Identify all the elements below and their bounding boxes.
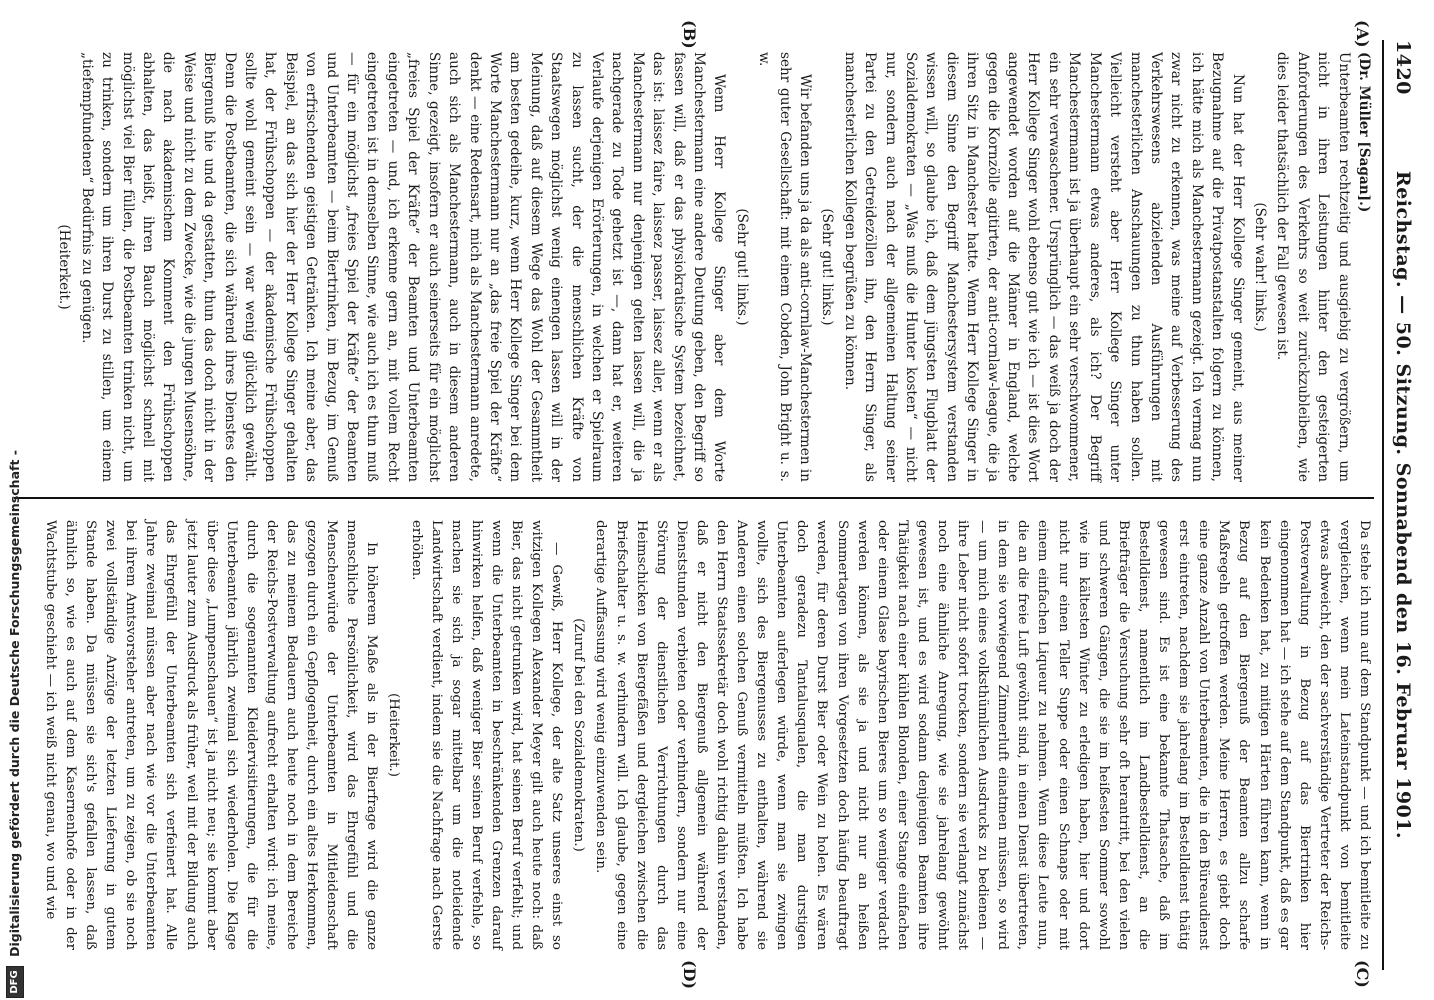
margin-marker-a: (A) <box>1353 20 1372 48</box>
credit-strip <box>4 0 24 1000</box>
paragraph: Da stehe ich nun auf dem Standpunkt — und ich bemitleite zu vergleichen, wenn mein Lateinstandpunkt von bemitleite etwas abweicht, den der sachverständige Vertreter der Reichs-Postverwaltung in Bezug auf das Biertrinken hier eingenommen hat — ich stehe auf dem Standpunkt, daß es gar kein Bedenken hat, zu mitigen Härten führen kann, wenn in Bezug auf den Biergenuß der Beamten allzu scharfe Maßregeln getroffen werden. Meine Herren, es giebt doch eine ganze Anzahl von Unterbeamten, die in den Büreaudienst erst eintreten, nachdem sie jahrelang im Bestelldienst thätig gewesen sind. Es ist eine bekannte Thatsache, daß im Bestelldienst, namentlich im Landbestelldienst, an die Briefträger die Versuchung sehr oft herantritt, bei den vielen und schweren Gängen, die sie im heißesten Sommer sowohl wie im kältesten Winter zu erledigen haben, hier und dort nicht nur einen Teller Suppe oder einen Schnaps oder mit einem einfachen Liqueur zu nehmen. Wenn diese Leute nun, die an die freie Luft gewöhnt sind, in einen Dienst übertreten, in dem sie vorwiegend Zimmerluft einatmen müssen, so wird — um mich eines volksthümlichen Ausdrucks zu bedienen — ihre Leber nicht sofort trocken, sondern sie verlangt zunächst noch eine ähnliche Anregung, wie sie jahrelang gewöhnt gewesen ist, und es wird sodann denjenigen Beamten ihre Thätigkeit nach einer kühlen Blonden, einer Stange einfachen oder einem Glase bayrischen Bieres um so weniger verdacht werden können, als sie ja und nicht nur an heißen Sommertagen von ihren Vorgesetzten doch häufig beauftragt werden, für deren Durst Bier oder Wein zu holen. Es wären doch geradezu Tantalusqualen, die man durstigen Unterbeamten auferlegen würde, wenn man sie zwingen wollte, sich des Biergenusses zu enthalten, während sie Anderen einen solchen Genuß vermitteln müßten. Ich habe den Herrn Staatssekretär doch wohl richtig dahin verstanden, daß er nicht den Biergenuß allgemein während der Dienststunden verbieten oder verhindern, sondern nur eine Störung der dienstlichen Verrichtungen durch das Heimschicken von Biergefäßen und dergleichen zwischen die Briefschalter u. s. w. verhindern will. Ich glaube, gegen eine derartige Auffassung wird wenig einzuwenden sein. <box>593 520 1372 950</box>
interjection: (Heiterkeit.) <box>386 693 402 777</box>
interjection: (Sehr gut! links.) <box>819 208 836 326</box>
margin-marker-d: (D) <box>680 960 699 990</box>
left-column <box>52 52 1374 482</box>
speaker-line: (Dr. Müller [Sagan].) <box>1356 52 1372 213</box>
header-rule <box>1382 40 1384 970</box>
margin-marker-b: (B) <box>680 20 699 49</box>
page-header <box>1384 40 1420 970</box>
interjection: (Heiterkeit.) <box>56 224 73 310</box>
paragraph: — Gewiß, Herr Kollege, der alte Satz unseres einst so witzigen Kollegen Alexander Meyer gilt auch heute noch: daß Bier, das nicht getrunken wird, hat seinen Beruf verfehlt; und wenn die Unterbeamten in beschränkenden Grenzen darauf hinwirken helfen, daß weniger Bier seinen Beruf verfehle, so machen sie sich ja sogar mittelbar um die notleidende Landwirtschaft verdient, indem sie die Nachfrage nach Gerste erhöhen. <box>408 520 565 950</box>
page-number: 1420 <box>1392 40 1414 95</box>
right-column <box>40 520 1374 950</box>
credit-rotated <box>4 8 22 998</box>
interjection: (Sehr wahr! links.) <box>1251 202 1268 332</box>
margin-marker-c: (C) <box>1353 960 1372 988</box>
paragraph: Wenn Herr Kollege Singer aber dem Worte Manchestermann eine andere Deutung geben, den Begriff so fassen will, daß er das physiokratische System bezeichnet, das ist: laissez faire, laissez passer, laissez aller, wenn er als Manchestermann nur denjenigen gelten lassen will, die ja nachgerade zu Tode gehetzt ist —, dann hat er, weiteren Verlaufe derjenigen Erörterungen, in welchen er Spielraum zu lassen sucht, der die menschlichen Kräfte von Staatswegen möglichst wenig einengen lassen will in der Meinung, daß auf diesem Wege das Wohl der Gesammtheit am besten gedeihe, kurz, wenn Herr Kollege Singer bei dem Worte Manchestermann nur an „das freie Spiel der Kräfte“ denkt — eine Redensart, mich als Manchestermann anredete, auch sich als Manchestermann, auch in diesem anderen Sinne, gezeigt, insofern er auch seinerseits für ein möglichst „freies Spiel der Kräfte“ der Beamten und Unterbeamten eingetreten — und, ich erkenne gern an, mit vollem Recht eingetreten ist in demselben Sinne, wie auch ich es thun muß — für ein möglichst „freies Spiel der Kräfte“ der Beamten und Unterbeamten — beim Biertrinken, im Bezug, im Genuß von erfrischenden geistigen Getränken. Ich meine aber, das Beispiel, an das sich hier der Herr Kollege Singer gehalten hat, der Frühschoppen — der akademische Frühschoppen sollte wohl gemeint sein — war wenig glücklich gewählt. Denn die Postbeamten, die sich während ihres Dienstes den Biergenuß hie und da gestatten, thun das doch nicht in der Weise und nicht zu dem Zwecke, wie die jungen Musensöhne, die nach akademischem Komment den Frühschoppen abhalten, das heißt, ihren Bauch möglichst schnell mit möglichst viel Bier füllen, die Postbeamten trinken nicht, um zu trinken, sondern um ihren Durst zu stillen, um einem „tiefempfundenen“ Bedürfnis zu genügen. <box>78 52 728 482</box>
paragraph: Wir befanden uns ja da als anti-cornlaw-Manchestermen in sehr guter Gesellschaft: mit einem Cobden, John Bright u. s. w. <box>756 52 814 482</box>
interjection: (Sehr gut! links.) <box>733 208 750 326</box>
paragraph: Nun hat der Herr Kollege Singer gemeint, aus meiner Bezugnahme auf die Privatpostanstalten folgern zu können, ich hätte mich als Manchestermann gezeigt. Ich vermag nun zwar nicht zu erkennen, was meine auf Verbesserung des Verkehrswesens abzielenden Ausführungen mit manchesterlichen Anschauungen zu thun haben sollen. Vielleicht versteht aber Herr Kollege Singer unter Manchestermann etwas anderes, als ich? Der Begriff Manchestermann ist ja überhaupt ein sehr verschwommener, ein sehr verwaschener. Ursprünglich — das weiß ja doch der Herr Kollege Singer wohl ebenso gut wie ich — ist dies Wort angewendet worden auf die Männer in England, welche gegen die Kornzölle agitirten, der anti-cornlaw-league, die ja ihren Sitz in Manchester hatte. Wenn Herr Kollege Singer in diesem Sinne den Begriff Manchestersystem verstanden wissen will, so glaube ich, daß dem jüngsten Flugblatt der Sozialdemokraten — „Was muß die Hunter kosten“ — nicht nur, sondern auch nach der allgemeinen Haltung seiner Partei zu den Getreidezöllen ihn, den Herrn Singer, als manchesterlichen Kollegen begrüßen zu können. <box>841 52 1246 482</box>
page-title: Reichstag. — 50. Sitzung. Sonnabend den 16. Februar 1901. <box>1392 170 1414 840</box>
digitization-credit: Digitalisierung gefördert durch die Deutsche Forschungsgemeinschaft - <box>7 450 22 957</box>
paragraph: In höherem Maße als in der Bierfrage wird die ganze menschliche Persönlichkeit, wird das Ehrgefühl und die Menschenwürde der Unterbeamten in Mitleidenschaft gezogen durch ein Gepflogenheit, durch ein altes Herkommen, das zu meinem Bedauern auch heute noch in dem Bereiche der Reichs-Postverwaltung aufrecht erhalten wird: ich meine, durch die sogenannten Kleidervisitierungen, die für die Unterbeamten jährlich zweimal sich wiederholen. Die Klage über diese „Lumpenschauen“ ist ja nicht neu; sie kommt aber jetzt lauter zum Ausdruck als früher, weil mit der Bildung auch das Ehrgefühl der Unterbeamten sich verfeinert hat. Alle Jahre zweimal müssen aber nach wie vor die Unterbeamten bei ihrem Amtsvorsteher antreten, um zu zeigen, ob sie noch zwei vollständige Anzüge der letzten Lieferung in gutem Stande haben. Da müssen sie sich's gefallen lassen, daß ähnlich so, wie es auch auf dem Kasernenhofe oder in der Wachtstube geschieht — ich weiß nicht genau, wo und wie <box>42 520 380 950</box>
interjection: (Zuruf bei den Sozialdemokraten.) <box>571 618 587 852</box>
dfg-logo: DFG <box>6 966 24 998</box>
paragraph: Unterbeamten rechtzeitig und ausgiebig zu vergrößern, um nicht in ihren Leistungen hinter den gesteigerten Anforderungen des Verkehrs so weit zurückzubleiben, wie dies leider thatsächlich der Fall gewesen ist. <box>1274 52 1352 482</box>
column-divider <box>14 497 1374 499</box>
